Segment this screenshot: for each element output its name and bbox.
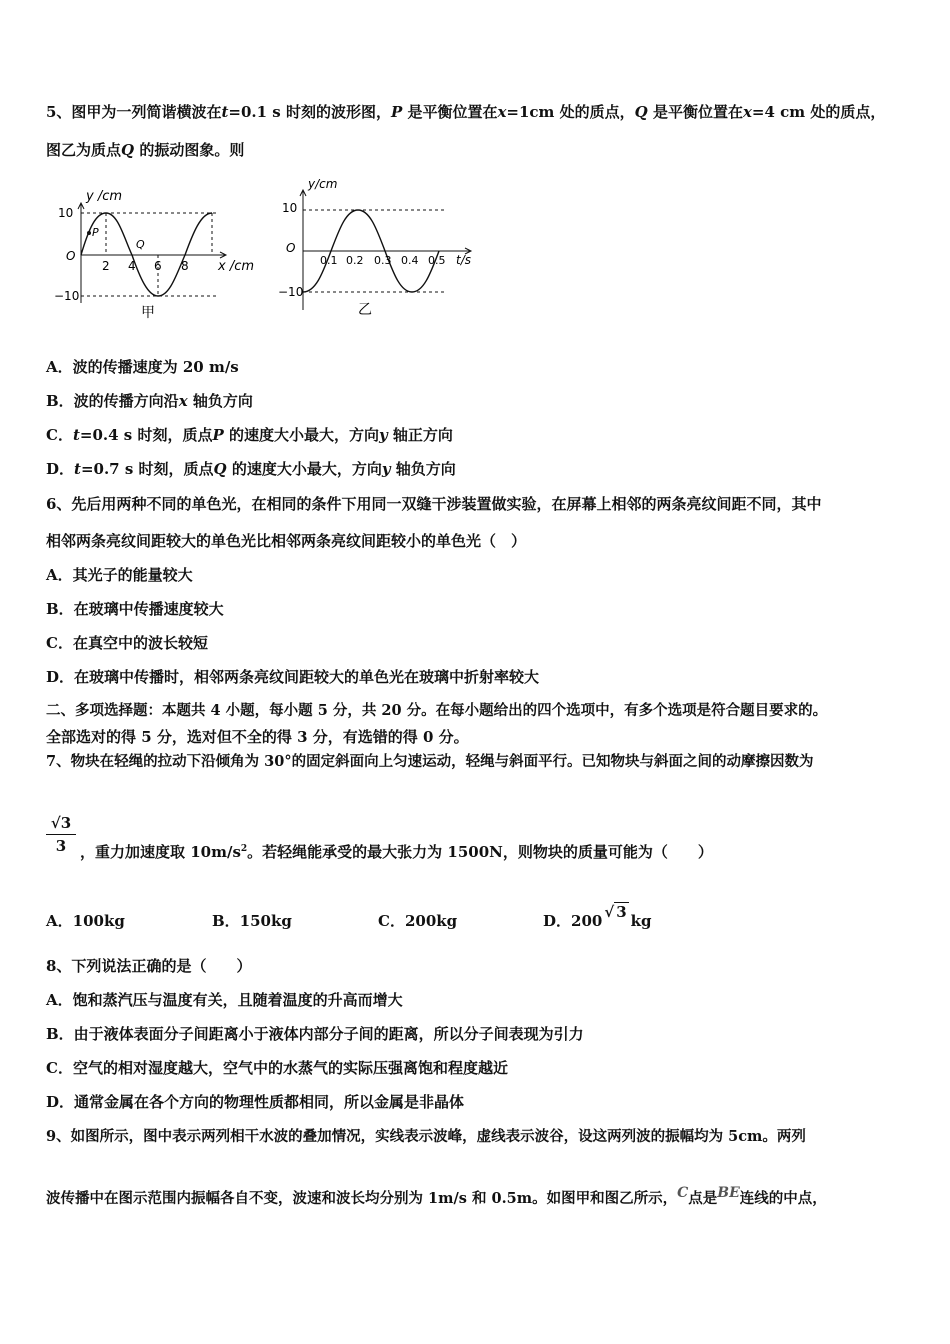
text: 波传播中在图示范围内振幅各自不变，波速和波长均分别为 1m/s 和 0.5m。如图甲和图乙所示，: [46, 1190, 678, 1207]
text: 是平衡位置在: [402, 103, 498, 121]
q7-option-c: C．200kg: [378, 912, 458, 930]
text: kg: [630, 912, 652, 930]
text: =0.1 s 时刻的波形图，: [228, 103, 391, 121]
text: 的振动图象。则: [134, 141, 245, 159]
text: 的速度大小最大，方向: [223, 426, 379, 444]
caption-jia: 甲: [141, 305, 155, 321]
text: D．: [46, 460, 75, 478]
fraction-denominator: 3: [55, 837, 67, 855]
var-BE: BE: [717, 1185, 740, 1201]
text: 轴正方向: [387, 426, 453, 444]
var-t: t: [221, 103, 229, 121]
text: 轴负方向: [390, 460, 456, 478]
q9-stem-line2: [46, 1185, 827, 1209]
y-neg-label: −10: [278, 285, 304, 299]
label-P: P: [92, 226, 99, 239]
q9-stem-line1: 9、如图所示，图中表示两列相干水波的叠加情况，实线表示波峰，虚线表示波谷，设这两列波的振幅均为 5cm。两列: [46, 1128, 806, 1145]
text: 的速度大小最大，方向: [226, 460, 382, 478]
q5-option-d: [46, 459, 456, 479]
tick-0.1: 0.1: [320, 254, 338, 267]
tick-6: 6: [154, 259, 162, 273]
q7-stem-line2: [80, 839, 713, 862]
text: 图乙为质点: [46, 141, 122, 159]
var-Q: Q: [213, 460, 227, 478]
caption-yi: 乙: [358, 302, 372, 318]
text: 。若轻绳能承受的最大张力为 1500N，则物块的质量可能为（ ）: [247, 843, 713, 861]
q8-stem: 8、下列说法正确的是（ ）: [46, 957, 252, 975]
superscript: 2: [240, 844, 248, 854]
var-t: t: [74, 460, 81, 478]
text: =4 cm 处的质点，: [751, 103, 886, 121]
t-label: t/s: [456, 253, 471, 267]
tick-0.4: 0.4: [401, 254, 419, 267]
q7-option-a: A．100kg: [46, 912, 125, 930]
var-P: P: [212, 426, 224, 444]
text: B．波的传播方向沿: [46, 392, 179, 410]
q8-option-d: D．通常金属在各个方向的物理性质都相同，所以金属是非晶体: [46, 1093, 465, 1111]
radicand: 3: [616, 903, 627, 921]
text: 是平衡位置在: [647, 103, 743, 121]
y-pos-label: 10: [58, 206, 74, 220]
q7-option-b: B．150kg: [212, 912, 292, 930]
q6-stem-line2: 相邻两条亮纹间距较大的单色光比相邻两条亮纹间距较小的单色光（ ）: [46, 532, 527, 550]
figure-jia: [46, 178, 266, 323]
var-x: x: [742, 103, 752, 121]
text: 5、图甲为一列简谐横波在: [46, 103, 222, 121]
label-Q: Q: [136, 238, 145, 251]
var-P: P: [390, 103, 403, 121]
y-pos-label: 10: [282, 201, 298, 215]
q8-option-c: C．空气的相对湿度越大，空气中的水蒸气的实际压强离饱和程度越近: [46, 1059, 508, 1077]
x-label: x /cm: [218, 259, 255, 274]
tick-0.3: 0.3: [374, 254, 392, 267]
var-y: y: [381, 460, 391, 478]
var-t: t: [72, 426, 80, 444]
section2-heading-line2: 全部选对的得 5 分，选对但不全的得 3 分，有选错的得 0 分。: [46, 728, 469, 746]
point-P: [87, 231, 91, 235]
section2-heading-line1: 二、多项选择题：本题共 4 小题，每小题 5 分，共 20 分。在每小题给出的四个选项中，有多个选项是符合题目要求的。: [46, 702, 828, 719]
sqrt: √ 3: [604, 903, 627, 921]
q6-option-a: A．其光子的能量较大: [46, 566, 193, 584]
q5-option-b: [46, 391, 253, 411]
figure-yi: [276, 172, 486, 322]
q5-stem-line2: [46, 140, 244, 160]
q8-option-a: A．饱和蒸汽压与温度有关，且随着温度的升高而增大: [46, 991, 403, 1009]
q5-option-a: A．波的传播速度为 20 m/s: [46, 358, 239, 376]
q7-stem-line1: 7、物块在轻绳的拉动下沿倾角为 30°的固定斜面向上匀速运动，轻绳与斜面平行。已知物块与斜面之间的动摩擦因数为: [46, 753, 814, 770]
q6-option-d: D．在玻璃中传播时，相邻两条亮纹间距较大的单色光在玻璃中折射率较大: [46, 668, 540, 686]
fraction-numerator: √3: [46, 814, 76, 835]
q6-option-b: B．在玻璃中传播速度较大: [46, 600, 224, 618]
var-C: C: [677, 1185, 689, 1201]
q8-option-b: B．由于液体表面分子间距离小于液体内部分子间的距离，所以分子间表现为引力: [46, 1025, 584, 1043]
q5-stem-line1: [46, 102, 885, 122]
var-Q: Q: [121, 141, 135, 159]
tick-2: 2: [102, 259, 110, 273]
var-y: y: [378, 426, 388, 444]
q6-option-c: C．在真空中的波长较短: [46, 634, 208, 652]
text: =0.7 s 时刻，质点: [80, 460, 214, 478]
origin-label: O: [66, 249, 76, 263]
q6-stem-line1: 6、先后用两种不同的单色光，在相同的条件下用同一双缝干涉装置做实验，在屏幕上相邻的两条亮纹间距不同，其中: [46, 495, 822, 513]
text: ，重力加速度取 10m/s: [80, 843, 241, 861]
text: 点是: [688, 1190, 718, 1207]
text: 轴负方向: [187, 392, 253, 410]
text: =1cm 处的质点，: [506, 103, 635, 121]
q7-option-d: [543, 903, 652, 931]
text: =0.4 s 时刻，质点: [79, 426, 213, 444]
tick-4: 4: [128, 259, 136, 273]
origin-label: O: [286, 241, 296, 255]
q7-fraction: [46, 814, 76, 855]
text: D．200: [543, 912, 603, 930]
y-label: y/cm: [308, 177, 338, 191]
var-x: x: [178, 392, 188, 410]
q5-option-c: [46, 425, 453, 445]
tick-0.5: 0.5: [428, 254, 446, 267]
var-x: x: [497, 103, 507, 121]
y-label: y /cm: [86, 189, 123, 204]
text: C．: [46, 426, 73, 444]
y-neg-label: −10: [54, 289, 80, 303]
text: 连线的中点，: [739, 1190, 827, 1207]
tick-0.2: 0.2: [346, 254, 364, 267]
tick-8: 8: [181, 259, 189, 273]
var-Q: Q: [634, 103, 648, 121]
